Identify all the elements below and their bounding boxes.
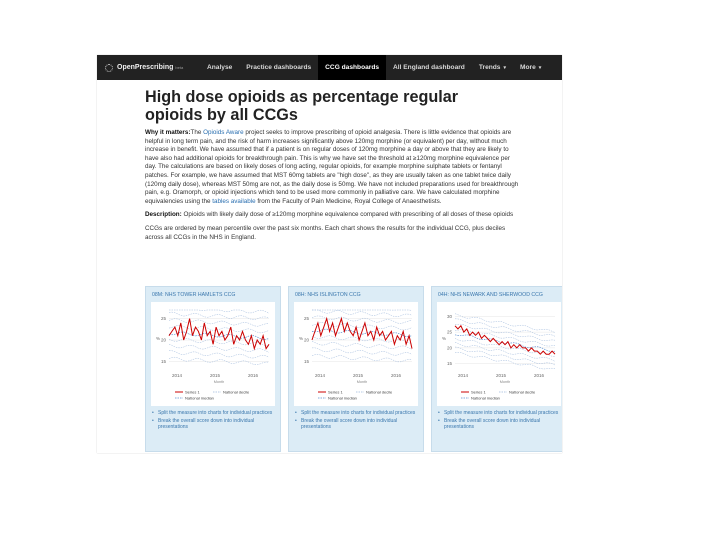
y-tick-label: 30 [446, 313, 452, 319]
opioids-aware-link[interactable]: Opioids Aware [203, 129, 244, 136]
x-tick-label: 2016 [247, 373, 259, 378]
chart-panel [431, 286, 562, 452]
beta-badge: beta [175, 65, 184, 70]
y-tick-label: 15 [446, 361, 452, 367]
panel-links [289, 406, 423, 431]
chevron-down-icon: ▾ [538, 64, 542, 71]
legend-decile-label: National decile [223, 389, 250, 395]
main-content [97, 88, 562, 242]
series-line [169, 319, 269, 349]
chart-box [294, 302, 418, 406]
y-tick-label: 20 [446, 345, 452, 351]
national-decile-line [312, 310, 412, 317]
x-tick-label: 2014 [314, 373, 326, 378]
x-tick-label: 2015 [495, 373, 507, 378]
break-presentations-link[interactable]: • Break the overall score down into individual presentations [152, 418, 274, 431]
line-chart [151, 302, 275, 406]
brand-logo[interactable] [97, 64, 200, 72]
panel-title[interactable]: 08H: NHS ISLINGTON CCG [295, 292, 361, 298]
page-title: High dose opioids as percentage regular opioids by all CCGs [145, 88, 459, 124]
navbar [97, 55, 562, 80]
legend-median-label: National median [328, 395, 357, 401]
national-decile-line [455, 324, 555, 341]
description-paragraph: Description: Opioids with likely daily dose of ≥120mg morphine equivalence compared with prescribing of all doses of these opioids [145, 211, 514, 219]
description-label: Description: [145, 211, 182, 219]
break-presentations-link[interactable]: • Break the overall score down into individual presentations [438, 418, 560, 431]
national-decile-line [312, 354, 412, 362]
y-tick-label: 15 [160, 358, 166, 364]
legend-series-label: Series 1 [471, 389, 486, 395]
legend-decile-label: National decile [366, 389, 393, 395]
line-chart [294, 302, 418, 406]
split-practices-link[interactable]: • Split the measure into charts for individual practices [438, 410, 560, 417]
legend-decile-label: National decile [509, 389, 536, 395]
nav-item-analyse[interactable]: Analyse [207, 64, 233, 71]
chart-box [151, 302, 275, 406]
national-decile-line [312, 310, 412, 311]
y-axis-label: % [442, 336, 447, 341]
y-tick-label: 25 [303, 316, 309, 322]
x-axis-label: Month [356, 380, 368, 384]
national-decile-line [169, 357, 269, 365]
x-tick-label: 2014 [171, 373, 183, 378]
panel-links [432, 406, 562, 431]
nav-item-trends[interactable]: Trends ▾ [478, 64, 506, 71]
national-decile-line [169, 319, 269, 327]
nav-item-practice-dashboards[interactable]: Practice dashboards [246, 64, 312, 71]
national-decile-line [169, 351, 269, 358]
national-decile-line [455, 347, 555, 365]
why-label: Why it matters: [145, 129, 191, 136]
tables-available-link[interactable]: tables available [212, 197, 256, 205]
x-tick-label: 2015 [352, 373, 364, 378]
x-tick-label: 2016 [533, 373, 545, 378]
legend-series-label: Series 1 [185, 389, 200, 395]
screenshot-frame [97, 55, 562, 453]
panel-title[interactable]: 08M: NHS TOWER HAMLETS CCG [152, 292, 236, 298]
split-practices-link[interactable]: • Split the measure into charts for individual practices [152, 410, 274, 417]
chart-panels [145, 286, 562, 452]
y-tick-label: 15 [303, 358, 309, 364]
x-tick-label: 2016 [390, 373, 402, 378]
chart-box [437, 302, 561, 406]
legend-series-label: Series 1 [328, 389, 343, 395]
chevron-down-icon: ▾ [503, 64, 506, 71]
brand-name: OpenPrescribing [117, 64, 174, 71]
logo-icon [105, 64, 113, 72]
split-practices-link[interactable]: • Split the measure into charts for individual practices [295, 410, 417, 417]
x-axis-label: Month [213, 380, 225, 384]
panel-title[interactable]: 04H: NHS NEWARK AND SHERWOOD CCG [438, 292, 543, 298]
legend-median-label: National median [471, 395, 500, 401]
national-decile-line [455, 352, 555, 369]
national-decile-line [312, 341, 412, 349]
national-median-line [455, 335, 555, 352]
national-decile-line [312, 348, 412, 356]
x-axis-label: Month [499, 380, 511, 384]
line-chart [437, 302, 561, 406]
legend-median-label: National median [185, 395, 214, 401]
y-axis-label: % [156, 336, 161, 341]
y-tick-label: 25 [446, 329, 452, 335]
x-tick-label: 2015 [209, 373, 221, 378]
why-it-matters-paragraph: Why it matters:The Opioids Aware project seeks to improve prescribing of opioid analgesia. There is little evidence that opioids are helpful in long term pain, and the risk of harm increases significantly above 120mg morphine (or equivalent) per day, without much increase in benefit. We have assumed that if a patient is on regular doses of 120mg morphine a day or above that they are likely to have also had additional opioids for breakthrough pain. This is why we have set the threshold at ≥120mg morphine equivalence per day. The calculations are based on likely doses of long acting, regular opioids, for example morphine sulphate tablets or fentanyl patches. For example, we have assumed that MST 60mg tablets are "high dose", as they are usually taken as one tablet twice daily (120mg daily dose), whereas MST 50mg are not, as the daily dose is 50mg. We have not included preparations used for breakthrough pain, e.g. Oramorph, or opioid injections which tend to be used more commonly in palliative care. We have calculated morphine equivalencies using the tables available from the Faculty of Pain Medicine, Royal College of Anaesthetists. [145, 129, 519, 205]
ordering-paragraph: CCGs are ordered by mean percentile over the past six months. Each chart shows the results for the individual CCG, plus deciles across all CCGs in the NHS in England. [145, 224, 506, 241]
y-axis-label: % [299, 336, 304, 341]
national-decile-line [169, 310, 269, 313]
y-tick-label: 20 [160, 337, 166, 343]
nav-item-all-england-dashboard[interactable]: All England dashboard [393, 64, 465, 71]
chart-panel [145, 286, 281, 452]
break-presentations-link[interactable]: • Break the overall score down into individual presentations [295, 418, 417, 431]
y-tick-label: 20 [303, 337, 309, 343]
y-tick-label: 25 [160, 316, 166, 322]
nav-item-more[interactable]: More ▾ [519, 64, 542, 71]
nav-item-ccg-dashboards[interactable]: CCG dashboards [318, 55, 386, 80]
chart-panel [288, 286, 424, 452]
x-tick-label: 2014 [457, 373, 469, 378]
panel-links [146, 406, 280, 431]
